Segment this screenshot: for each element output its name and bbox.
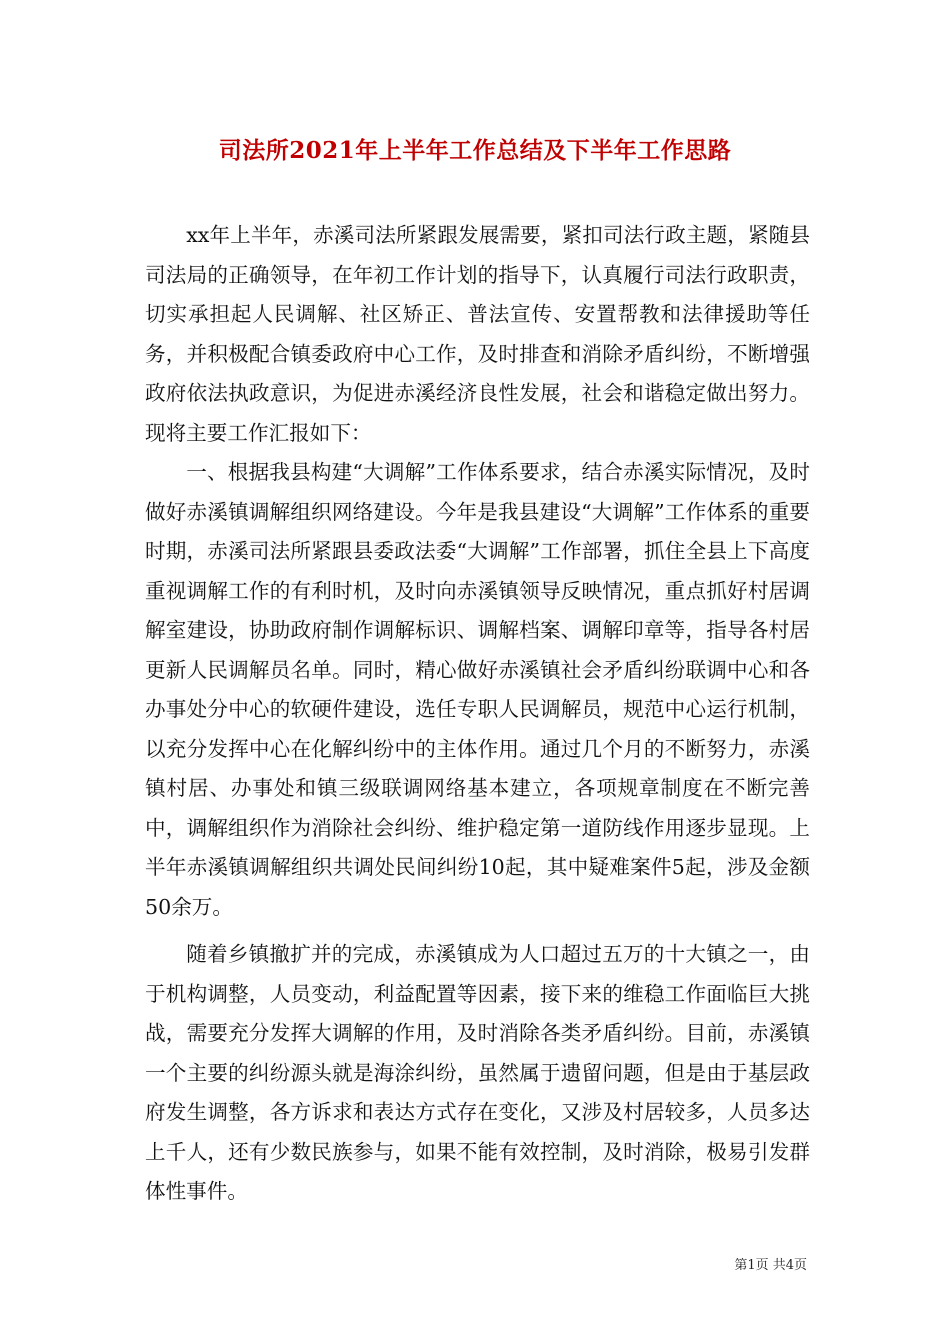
page-number: 第1页 共4页: [734, 1258, 807, 1273]
document-title: 司法所2021年上半年工作总结及下半年工作思路: [218, 137, 732, 164]
paragraph-intro: xx年上半年，赤溪司法所紧跟发展需要，紧扣司法行政主题，紧随县司法局的正确领导，在年初工作计划的指导下，认真履行司法行政职责，切实承担起人民调解、社区矫正、普法宣传、安置帮教和法律援助等任务，并积极配合镇委政府中心工作，及时排查和消除矛盾纠纷，不断增强政府依法执政意识，为促进赤溪经济良性发展，社会和谐稳定做出努力。现将主要工作汇报如下：: [145, 223, 810, 445]
paragraph-challenges: 随着乡镇撤扩并的完成，赤溪镇成为人口超过五万的十大镇之一，由于机构调整，人员变动，利益配置等因素，接下来的维稳工作面临巨大挑战，需要充分发挥大调解的作用，及时消除各类矛盾纠纷。目前，赤溪镇一个主要的纠纷源头就是海涂纠纷，虽然属于遗留问题，但是由于基层政府发生调整，各方诉求和表达方式存在变化，又涉及村居较多，人员多达上千人，还有少数民族参与，如果不能有效控制，及时消除，极易引发群体性事件。: [145, 942, 810, 1203]
document-body: [145, 216, 810, 1212]
paragraph-section-one: 一、根据我县构建“大调解”工作体系要求，结合赤溪实际情况，及时做好赤溪镇调解组织网络建设。今年是我县建设“大调解”工作体系的重要时期，赤溪司法所紧跟县委政法委“大调解”工作部署，抓住全县上下高度重视调解工作的有利时机，及时向赤溪镇领导反映情况，重点抓好村居调解室建设，协助政府制作调解标识、调解档案、调解印章等，指导各村居更新人民调解员名单。同时，精心做好赤溪镇社会矛盾纠纷联调中心和各办事处分中心的软硬件建设，选任专职人民调解员，规范中心运行机制，以充分发挥中心在化解纠纷中的主体作用。通过几个月的不断努力，赤溪镇村居、办事处和镇三级联调网络基本建立，各项规章制度在不断完善中，调解组织作为消除社会纠纷、维护稳定第一道防线作用逐步显现。上半年赤溪镇调解组织共调处民间纠纷10起，其中疑难案件5起，涉及金额50余万。: [145, 460, 810, 919]
